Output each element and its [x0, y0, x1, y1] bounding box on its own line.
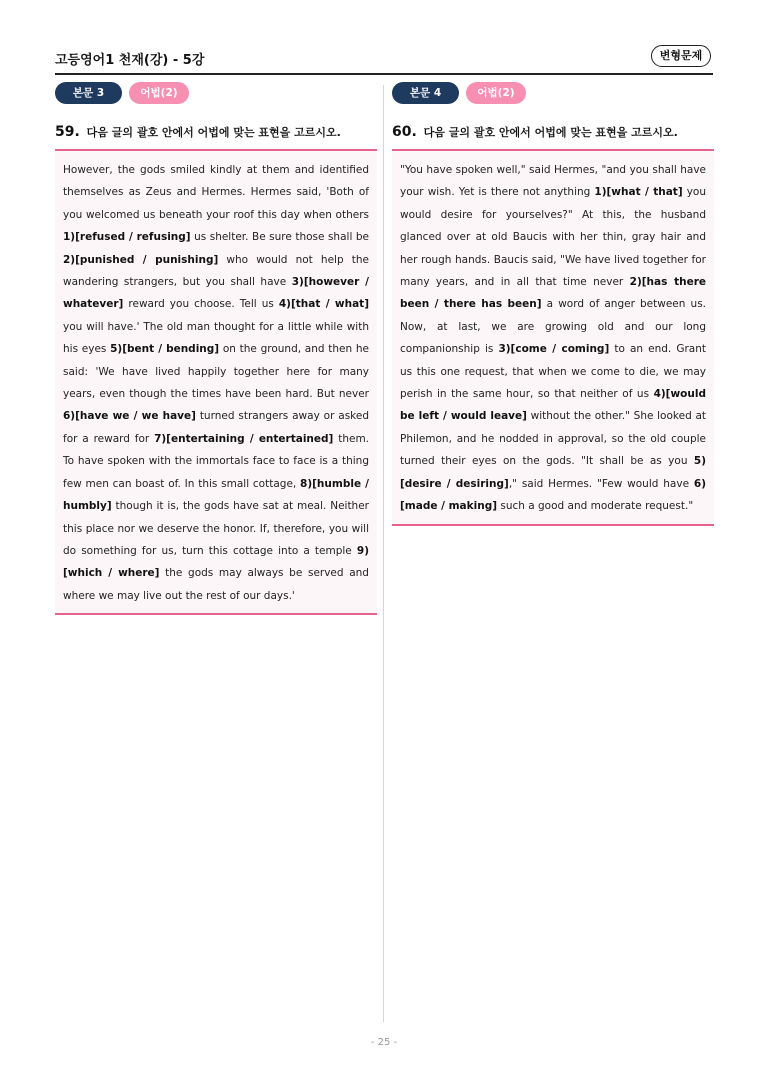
answer-choice: 6)[made / making] [400, 477, 706, 513]
answer-choice: 4)[that / what] [278, 298, 369, 311]
answer-choice: 1)[what / that] [594, 186, 683, 199]
question-number: 59. [55, 124, 80, 140]
passage-text: you will have.' The old man thought for a little while with his eyes [63, 320, 369, 356]
answer-choice: 7)[entertaining / entertained] [154, 432, 334, 445]
page-number: - 25 - [370, 1037, 398, 1048]
passage-text: to an end. Grant us this one request, that when we come to die, we may perish in the same hour, so that neither of us [400, 343, 706, 401]
passage-box-right [392, 149, 714, 526]
answer-choice: 4)[would be left / would leave] [400, 388, 706, 423]
answer-choice: 5)[desire / desiring] [400, 455, 706, 490]
passage-text: us shelter. Be sure those shall be [190, 231, 369, 244]
question-59 [55, 124, 377, 144]
left-tags [55, 82, 377, 104]
passage-box-left [55, 149, 377, 615]
right-type-tag: 어법(2) [466, 82, 526, 104]
answer-choice: 2)[has there been / there has been] [400, 276, 706, 311]
passage-text: "You have spoken well," said Hermes, "and you shall have your wish. Yet is there not anything [400, 164, 706, 199]
answer-choice: 3)[come / coming] [498, 343, 610, 356]
left-column [55, 82, 377, 615]
answer-choice: 6)[have we / we have] [63, 410, 196, 423]
question-60 [392, 124, 714, 144]
passage-text: without the other." She looked at Philemon, and he nodded in approval, so the old couple turned their eyes on the gods. "It shall be as you [400, 410, 706, 468]
left-type-tag: 어법(2) [129, 82, 189, 104]
passage-text: such a good and moderate request." [497, 500, 694, 513]
answer-choice: 2)[punished / punishing] [63, 253, 219, 266]
question-text: 다음 글의 괄호 안에서 어법에 맞는 표현을 고르시오. [423, 126, 678, 139]
column-divider [383, 85, 384, 1022]
passage-text: turned strangers away or asked for a reward for [63, 410, 369, 445]
right-tags [392, 82, 714, 104]
passage-text: ," said Hermes. "Few would have [508, 477, 694, 490]
category-badge: 변형문제 [651, 45, 711, 67]
passage-text: a word of anger between us. Now, at last, we are growing old and our long companionship is [400, 298, 707, 356]
page-title: 고등영어1 천재(강) - 5강 [55, 53, 205, 68]
passage-text: who would not help the wandering strangers, but you shall have [63, 253, 369, 289]
answer-choice: 9)[which / where] [63, 544, 369, 580]
answer-choice: 3)[however / whatever] [63, 276, 369, 311]
answer-choice: 1)[refused / refusing] [63, 231, 191, 244]
answer-choice: 5)[bent / bending] [110, 343, 220, 356]
right-passage-tag: 본문 4 [392, 82, 459, 104]
passage-text: However, the gods smiled kindly at them and identified themselves as Zeus and Hermes. Hermes said, 'Both of you welcomed us beneath your roof this day when others [63, 164, 369, 221]
question-text: 다음 글의 괄호 안에서 어법에 맞는 표현을 고르시오. [86, 126, 341, 139]
answer-choice: 8)[humble / humbly] [63, 477, 369, 513]
header-divider [55, 73, 713, 75]
passage-text: them. To have spoken with the immortals face to face is a thing few men can boast of. In this small cottage, [63, 432, 370, 490]
passage-text: on the ground, and then he said: 'We have lived happily together here for many years, even though the times have been hard. But never [63, 343, 369, 401]
right-column [392, 82, 714, 526]
passage-text: though it is, the gods have sat at meal. Neither this place nor we deserve the honor. If, therefore, you will do something for us, turn this cottage into a temple [63, 500, 369, 557]
question-number: 60. [392, 124, 417, 140]
left-passage-tag: 본문 3 [55, 82, 122, 104]
passage-text: you would desire for yourselves?" At this, the husband glanced over at old Baucis with her thin, gray hair and her rough hands. Baucis said, "We have lived together for many years, and in all that time never [400, 186, 706, 289]
passage-text: the gods may always be served and where we may live out the rest of our days.' [63, 567, 369, 602]
passage-text: reward you choose. Tell us [123, 298, 279, 311]
